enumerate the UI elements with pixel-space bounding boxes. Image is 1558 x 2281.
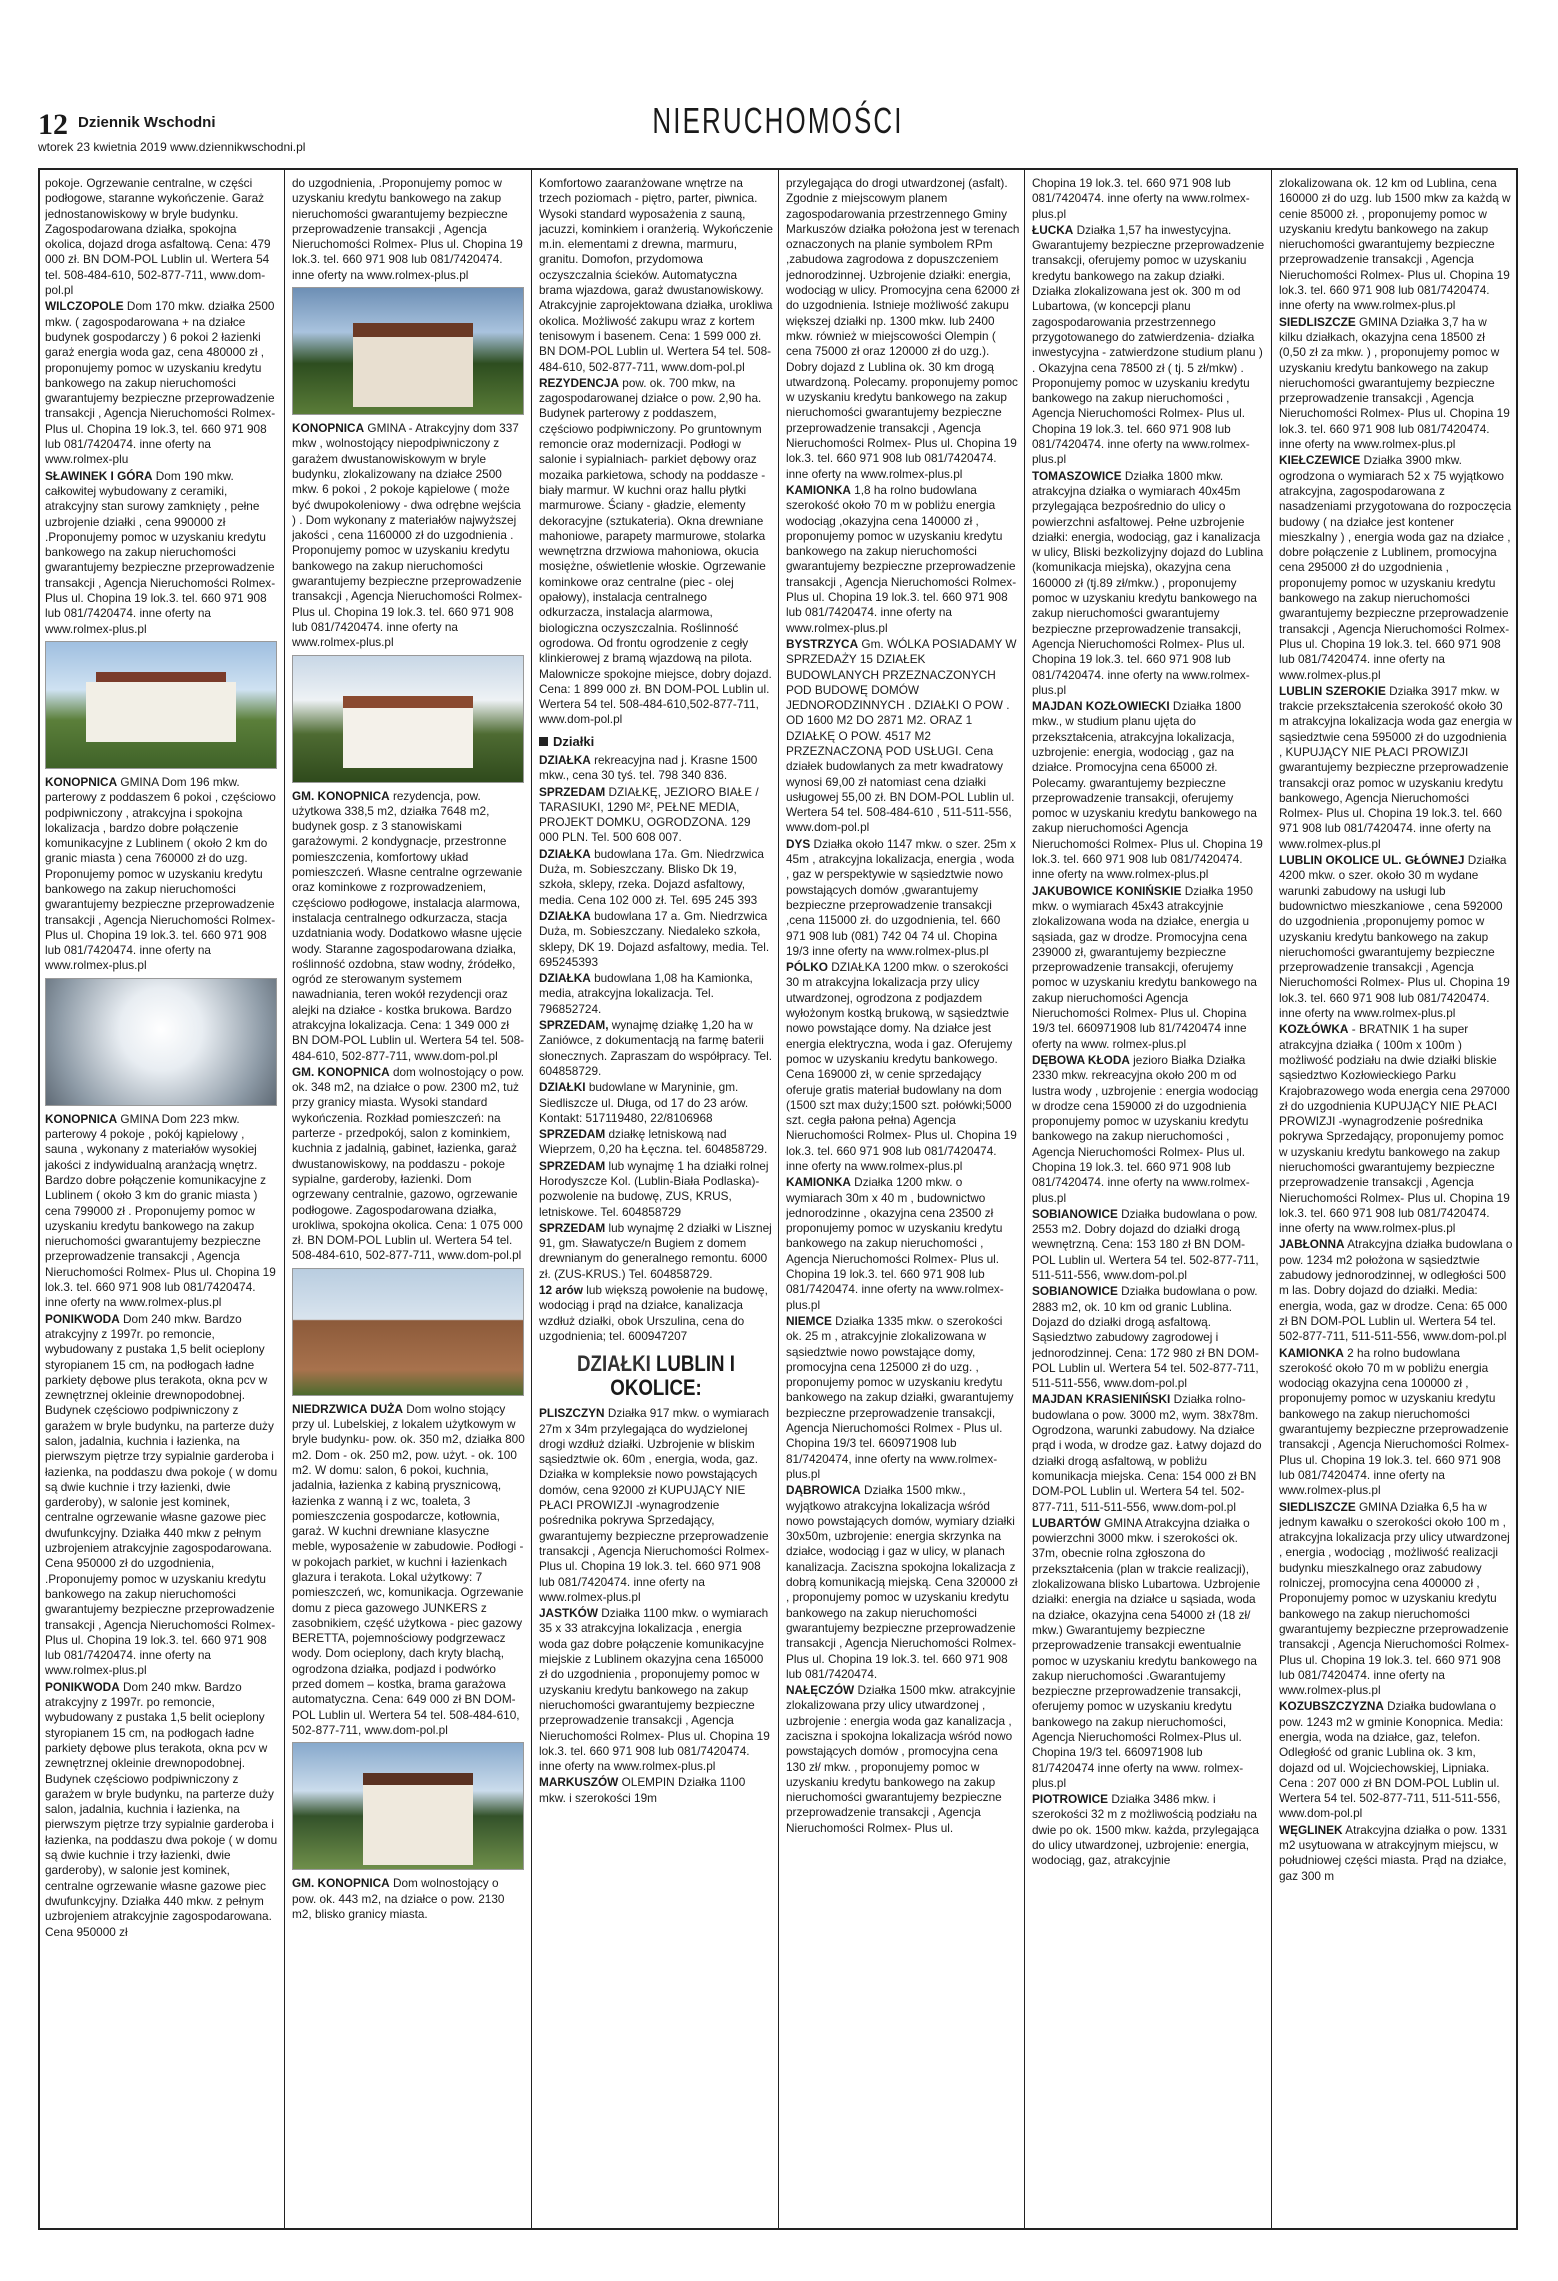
listing: przylegająca do drogi utwardzonej (asfalt). Zgodnie z miejscowym planem zagospodarowania przestrzennego Gminy Markuszów działka położona jest w terenach oznaczonych na planie symbolem RPm ,zabudowa zagrodowa z dopuszczeniem jednorodzinnej. Uzbrojenie działki: energia, wodociąg w ulicy. Promocyjna cena 62000 zł do uzgodnienia. Istnieje możliwość zakupu większej działki np. 1300 mkw. lub 2400 mkw. również w miejscowości Olempin ( cena 75000 zł oraz 120000 zł do uzg.). Dobry dojazd z Lublina ok. 30 km drogą utwardzoną. Polecamy. proponujemy pomoc w uzyskaniu kredytu bankowego na zakup nieruchomości gwarantujemy bezpieczne przeprowadzenie transakcji , Agencja Nieruchomości Rolmex- Plus ul. Chopina 19 lok.3. tel. 660 971 908 lub 081/7420474. inne oferty na www.rolmex-plus.pl [786,176,1020,481]
listing: zlokalizowana ok. 12 km od Lublina, cena 160000 zł do uzg. lub 1500 mkw za każdą w cenie 85000 zł. , proponujemy pomoc w uzyskaniu kredytu bankowego na zakup nieruchomości gwarantujemy bezpieczne przeprowadzenie transakcji , Agencja Nieruchomości Rolmex- Plus ul. Chopina 19 lok.3. tel. 660 971 908 lub 081/7420474. inne oferty na www.rolmex-plus.pl [1279,176,1511,313]
listing: JASTKÓW Działka 1100 mkw. o wymiarach 35 x 33 atrakcyjna lokalizacja , energia woda gaz dobre połączenie komunikacyjne miejskie z Lublinem okazyjna cena 165000 zł do uzgodnienia , proponujemy pomoc w uzyskaniu kredytu bankowego na zakup nieruchomości gwarantujemy bezpieczne przeprowadzenie transakcji , Agencja Nieruchomości Rolmex- Plus ul. Chopina 19 lok.3. tel. 660 971 908 lub 081/7420474. inne oferty na www.rolmex-plus.pl [539,1606,770,1774]
listing: BYSTRZYCA Gm. WÓLKA POSIADAMY W SPRZEDAŻY 15 DZIAŁEK BUDOWLANYCH PRZEZNACZONYCH POD BUDOWĘ DOMÓW JEDNORODZINNYCH . DZIAŁKI O POW . OD 1600 M2 DO 2871 M2. ORAZ 1 DZIAŁKĘ O POW. 4517 M2 PRZEZNACZONĄ POD USŁUGI. Cena działek budowlanych za metr kwadratowy wynosi 69,00 zł natomiast cena działki usługowej 55,00 zł. BN DOM-POL Lublin ul. Wertera 54 tel. 508-484-610 , 511-511-556, www.dom-pol.pl [786,636,1017,835]
listing: Komfortowo zaaranżowane wnętrze na trzech poziomach - piętro, parter, piwnica. Wysoki standard wyposażenia z sauną, jacuzzi, kominkiem i oranżerią. Wykończenie m.in. elementami z drewna, marmuru, granitu. Domofon, przydomowa oczyszczalnia ścieków. Automatyczna brama wjazdowa, garaż dwustanowiskowy. Atrakcyjnie zaprojektowana działka, urokliwa okolica. Możliwość zakupu wraz z kortem tenisowym i basenem. Cena: 1 599 000 zł. BN DOM-POL Lublin ul. Wertera 54 tel. 508-484-610, 502-877-711, www.dom-pol.pl [539,176,773,374]
house-photo [45,641,277,769]
column-6 [1279,176,1513,2222]
square-bullet-icon [539,737,548,746]
column-5 [1032,176,1266,2222]
listing: SPRZEDAM, wynajmę działkę 1,20 ha w Zaniówce, z dokumentacją na farmę baterii słonecznych. Zapraszam do współpracy. Tel. 604858729. [539,1018,772,1078]
listing: MAJDAN KRASIENIŃSKI Działka rolno-budowlana o pow. 3000 m2, wym. 38x78m. Ogrodzona, warunki zabudowy. Na działce prąd i woda, w drodze gaz. Łatwy dojazd do działki drogą asfaltową, w pobliżu komunikacja miejska. Cena: 154 000 zł BN DOM-POL Lublin ul. Wertera 54 tel. 502-877-711, 511-511-556, www.dom-pol.pl [1032,1392,1262,1514]
listing: PONIKWODA Dom 240 mkw. Bardzo atrakcyjny z 1997r. po remoncie, wybudowany z pustaka 1,5 belit ocieplony styropianem 15 cm, na podłogach ładne parkiety dębowe plus terakota, okna pcv w zewnętrznej okleinie drewnopodobnej. Budynek częściowo podpiwniczony z garażem w bryle budynku, na parterze duży salon, jadalnia, kuchnia i łazienka, na pierwszym piętrze trzy sypialnie garderoba i łazienka, na poddaszu dwa pokoje ( w domu są dwie kuchnie i trzy łazienki, dwie garderoby), w salonie jest kominek, centralne ogrzewanie własne gazowe piec dwufunkcyjny. Działka 440 mkw. z pełnym uzbrojeniem atrakcyjnie zagospodarowana. Cena 950000 zł [45,1679,278,1939]
listing: SIEDLISZCZE GMINA Działka 3,7 ha w kilku działkach, okazyjna cena 18500 zł (0,50 zł za mkw. ) , proponujemy pomoc w uzyskaniu kredytu bankowego na zakup nieruchomości gwarantujemy bezpieczne przeprowadzenie transakcji , Agencja Nieruchomości Rolmex- Plus ul. Chopina 19 lok.3. tel. 660 971 908 lub 081/7420474. inne oferty na www.rolmex-plus.pl [1279,314,1510,452]
house-photo [292,1268,524,1396]
listing: pokoje. Ogrzewanie centralne, w części podłogowe, staranne wykończenie. Garaż jednostanowiskowy w bryle budynku. Zagospodarowana działka, spokojna okolica, dojazd droga asfaltową. Cena: 479 000 zł. BN DOM-POL Lublin ul. Wertera 54 tel. 508-484-610, 502-877-711, www.dom-pol.pl [45,176,271,298]
listing: GM. KONOPNICA rezydencja, pow. użytkowa 338,5 m2, działka 7648 m2, budynek gosp. z 3 stanowiskami garażowymi. 2 kondygnacje, przestronne pomieszczenia, komfortowy układ pomieszczeń. Własne centralne ogrzewanie oraz kominkowe z rozprowadzeniem, częściowo podłogowe, instalacja alarmowa, instalacja centralnego odkurzacza, stacja uzdatniania wody. Dodatkowo własne ujęcie wody. Staranne zagospodarowana działka, roślinność ozdobna, staw wodny, źródełko, ogród ze sterowanym systemem nawadniania, teren wokół rezydencji oraz alejki na działce - kostka brukowa. Bardzo atrakcyjna lokalizacja. Cena: 1 349 000 zł BN DOM-POL Lublin ul. Wertera 54 tel. 508-484-610, 502-877-711, www.dom-pol.pl [292,788,525,1063]
column-3 [539,176,773,2222]
listing: KAMIONKA Działka 1200 mkw. o wymiarach 30m x 40 m , budownictwo jednorodzinne , okazyjna cena 23500 zł proponujemy pomoc w uzyskaniu kredytu bankowego na zakup nieruchomości , Agencja Nieruchomości Rolmex- Plus ul. Chopina 19 lok.3. tel. 660 971 908 lub 081/7420474. inne oferty na www.rolmex-plus.pl [786,1175,1004,1312]
column-divider [778,168,779,2230]
listing: NAŁĘCZÓW Działka 1500 mkw. atrakcyjnie zlokalizowana przy ulicy utwardzonej , uzbrojenie : energia woda gaz kanalizacja , zaciszna i spokojna lokalizacja wśród nowo powstających domów , promocyjna cena 130 zł/ mkw. , proponujemy pomoc w uzyskaniu kredytu bankowego na zakup nieruchomości gwarantujemy bezpieczne przeprowadzenie transakcji , Agencja Nieruchomości Rolmex- Plus ul. [786,1683,1016,1835]
listing: LUBLIN OKOLICE UL. GŁÓWNEJ Działka 4200 mkw. o szer. około 30 m wydane warunki zabudowy na usługi lub budownictwo mieszkaniowe , cena 592000 do uzgodnienia ,proponujemy pomoc w uzyskaniu kredytu bankowego na zakup nieruchomości gwarantujemy bezpieczne przeprowadzenie transakcji , Agencja Nieruchomości Rolmex- Plus ul. Chopina 19 lok.3. tel. 660 971 908 lub 081/7420474. inne oferty na www.rolmex-plus.pl [1279,853,1510,1021]
dateline: wtorek 23 kwietnia 2019 www.dziennikwschodni.pl [38,140,306,154]
listing: REZYDENCJA pow. ok. 700 mkw, na zagospodarowanej działce o pow. 2,90 ha. Budynek parterowy z poddaszem, częściowo podpiwniczony. Po gruntownym remoncie oraz modernizacji. Podłogi w salonie i sypialniach- parkiet dębowy oraz mozaika parkietowa, schody na poddasze - biały marmur. W kuchni oraz hallu płytki marmurowe. Ściany - gładzie, elementy dekoracyjne (sztukateria). Okna drewniane mahoniowe, parapety marmurowe, stolarka wewnętrzna drzwiowa mahoniowa, okucia mosiężne, oświetlenie włoskie. Ogrzewanie kominkowe oraz centralne (piec - olej opałowy), instalacja centralnego odkurzacza, instalacja alarmowa, biologiczna oczyszczalnia. Roślinność ogrodowa. Od frontu ogrodzenie z cegły klinkierowej z bramą wjazdową na pilota. Malownicze spokojne miejsce, dobry dojazd. Cena: 1 899 000 zł. BN DOM-POL Lublin ul. Wertera 54 tel. 508-484-610,502-877-711, www.dom-pol.pl [539,375,772,727]
listing: DZIAŁKA budowlana 1,08 ha Kamionka, media, atrakcyjna lokalizacja. Tel. 796852724. [539,971,753,1016]
listing: WILCZOPOLE Dom 170 mkw. działka 2500 mkw. ( zagospodarowana + na działce budynek gospodarczy ) 6 pokoi 2 łazienki garaż energia woda gaz, cena 480000 zł , proponujemy pomoc w uzyskaniu kredytu bankowego na zakup nieruchomości gwarantujemy bezpieczne przeprowadzenie transakcji , Agencja Nieruchomości Rolmex- Plus ul. Chopina 19 lok.3, tel. 660 971 908 lub 081/7420474. inne oferty na www.rolmex-plu [45,299,276,467]
listing: MAJDAN KOZŁOWIECKI Działka 1800 mkw., w studium planu ujęta do przekształcenia, atrakcyjna lokalizacja, uzbrojenie: energia, wodociąg , gaz na działce. Promocyjna cena 65000 zł. Polecamy. gwarantujemy bezpieczne przeprowadzenie transakcji, oferujemy pomoc w uzyskaniu kredytu bankowego na zakup nieruchomości Agencja Nieruchomości Rolmex- Plus ul. Chopina 19 lok.3. tel. 660 971 908 lub 081/7420474. inne oferty na www.rolmex-plus.pl [1032,699,1263,882]
listing: DĄBROWICA Działka 1500 mkw., wyjątkowo atrakcyjna lokalizacja wśród nowo powstających domów, wymiary działki 30x50m, uzbrojenie: energia skrzynka na działce, wodociąg i gaz w ulicy, w planach kanalizacja. Zaciszna spokojna lokalizacja z dobrą komunikacją miejską. Cena 320000 zł , proponujemy pomoc w uzyskaniu kredytu bankowego na zakup nieruchomości gwarantujemy bezpieczne przeprowadzenie transakcji , Agencja Nieruchomości Rolmex- Plus ul. Chopina 19 lok.3. tel. 660 971 908 lub 081/7420474. [786,1483,1018,1681]
newspaper-brand: Dziennik Wschodni [78,114,216,131]
listing: LUBLIN SZEROKIE Działka 3917 mkw. w trakcie przekształcenia szerokość około 30 m atrakcyjna lokalizacja woda gaz energia w sąsiedztwie cena 595000 zł do uzgodnienia , KUPUJĄCY NIE PŁACI PROWIZJI gwarantujemy bezpieczne przeprowadzenie transakcji oraz pomoc w uzyskaniu kredytu bankowego, Agencja Nieruchomości Rolmex- Plus ul. Chopina 19 lok.3. tel. 660 971 908 lub 081/7420474. inne oferty na www.rolmex-plus.pl [1279,683,1512,851]
column-4 [786,176,1020,2222]
listing: KAMIONKA 2 ha rolno budowlana szerokość około 70 m w pobliżu energia wodociąg okazyjna cena 100000 zł , proponujemy pomoc w uzyskaniu kredytu bankowego na zakup nieruchomości gwarantujemy bezpieczne przeprowadzenie transakcji , Agencja Nieruchomości Rolmex- Plus ul. Chopina 19 lok.3. tel. 660 971 908 lub 081/7420474. inne oferty na www.rolmex-plus.pl [1279,1345,1510,1498]
listing: DZIAŁKA rekreacyjna nad j. Krasne 1500 mkw., cena 30 tyś. tel. 798 340 836. [539,752,758,783]
listing: KIEŁCZEWICE Działka 3900 mkw. ogrodzona o wymiarach 52 x 75 wyjątkowo atrakcyjna, zagospodarowana z nasadzeniami przygotowana do rozpoczęcia budowy ( na działce jest kontener mieszkalny ) , energia woda gaz na działce , dobre połączenie z Lublinem, promocyjna cena 295000 zł do uzgodnienia , proponujemy pomoc w uzyskaniu kredytu bankowego na zakup nieruchomości gwarantujemy bezpieczne przeprowadzenie transakcji , Agencja Nieruchomości Rolmex- Plus ul. Chopina 19 lok.3. tel. 660 971 908 lub 081/7420474. inne oferty na www.rolmex-plus.pl [1279,453,1512,682]
listing: PONIKWODA Dom 240 mkw. Bardzo atrakcyjny z 1997r. po remoncie, wybudowany z pustaka 1,5 belit ocieplony styropianem 15 cm, na podłogach ładne parkiety dębowe plus terakota, okna pcv w zewnętrznej okleinie drewnopodobnej. Budynek częściowo podpiwniczony z garażem w bryle budynku, na parterze duży salon, jadalnia, kuchnia i łazienka, na pierwszym piętrze trzy sypialnie garderoba i łazienka, na poddaszu dwa pokoje ( w domu są dwie kuchnie i trzy łazienki, dwie garderoby), w salonie jest kominek, centralne ogrzewanie własne gazowe piec dwufunkcyjny. Działka 440 mkw z pełnym uzbrojeniem atrakcyjnie zagospodarowana. Cena 950000 zł do uzgodnienia, .Proponujemy pomoc w uzyskaniu kredytu bankowego na zakup nieruchomości gwarantujemy bezpieczne przeprowadzenie transakcji , Agencja Nieruchomości Rolmex- Plus ul. Chopina 19 lok.3. tel. 660 971 908 lub 081/7420474. inne oferty na www.rolmex-plus.pl [45,1311,278,1678]
listing: DYS Działka około 1147 mkw. o szer. 25m x 45m , atrakcyjna lokalizacja, energia , woda , gaz w perspektywie w sąsiedztwie nowo powstających domów ,gwarantujemy bezpieczne przeprowadzenie transakcji ,cena 115000 zł. do uzgodnienia, tel. 660 971 908 lub (081) 742 04 74 ul. Chopina 19/3 inne oferty na www.rolmex-plus.pl [786,836,1016,958]
listing: SŁAWINEK I GÓRA Dom 190 mkw. całkowitej wybudowany z ceramiki, atrakcyjny stan surowy zamknięty , pełne uzbrojenie działki , cena 990000 zł .Proponujemy pomoc w uzyskaniu kredytu bankowego na zakup nieruchomości gwarantujemy bezpieczne przeprowadzenie transakcji , Agencja Nieruchomości Rolmex- Plus ul. Chopina 19 lok.3. tel. 660 971 908 lub 081/7420474. inne oferty na www.rolmex-plus.pl [45,468,276,636]
listing: KONOPNICA GMINA - Atrakcyjny dom 337 mkw , wolnostojący niepodpiwniczony z garażem dwustanowiskowym w bryle budynku, zlokalizowany na działce 2500 mkw. 6 pokoi , 2 pokoje kąpielowe ( może być dwupokoleniowy - dwa odrębne wejścia ) . Dom wykonany z materiałów najwyższej jakości , cena 1160000 zł do uzgodnienia . Proponujemy pomoc w uzyskaniu kredytu bankowego na zakup nieruchomości gwarantujemy bezpieczne przeprowadzenie transakcji , Agencja Nieruchomości Rolmex- Plus ul. Chopina 19 lok.3. tel. 660 971 908 lub 081/7420474. inne oferty na www.rolmex-plus.pl [292,421,523,650]
listing: KONOPNICA GMINA Dom 196 mkw. parterowy z poddaszem 6 pokoi , częściowo podpiwniczony , atrakcyjna i spokojna lokalizacja , bardzo dobre połączenie komunikacyjne z Lublinem ( około 2 km do granic miasta ) cena 760000 zł do uzg. Proponujemy pomoc w uzyskaniu kredytu bankowego na zakup nieruchomości gwarantujemy bezpieczne przeprowadzenie transakcji , Agencja Nieruchomości Rolmex- Plus ul. Chopina 19 lok.3. tel. 660 971 908 lub 081/7420474. inne oferty na www.rolmex-plus.pl [45,774,276,973]
section-heading: DZIAŁKI LUBLIN I OKOLICE: [577,1351,735,1401]
listing: SPRZEDAM lub wynajmę 2 działki w Lisznej 91, gm. Sławatycze/n Bugiem z domem drewnianym do generalnego remontu. 6000 zł. (ZUS-KRUS.) Tel. 604858729. [539,1220,772,1281]
section-title: NIERUCHOMOŚCI [652,100,904,141]
page-header [38,100,1518,154]
column-divider [1271,168,1272,2230]
listing: KOZUBSZCZYZNA Działka budowlana o pow. 1243 m2 w gminie Konopnica. Media: energia, woda na działce, gaz, telefon. Odległość od granic Lublina ok. 3 km, dojazd od ul. Wojciechowskiej, Lipniaka. Cena : 207 000 zł BN DOM-POL Lublin ul. Wertera 54 tel. 502-877-711, 511-511-556, www.dom-pol.pl [1279,1699,1504,1821]
listing: 12 arów lub większą powołenie na budowę, wodociąg i prąd na działce, kanalizacja wzdłuż działki, obok Urszulina, cena do uzgodnienia; tel. 600947207 [539,1283,768,1343]
listing: GM. KONOPNICA dom wolnostojący o pow. ok. 348 m2, na działce o pow. 2300 m2, tuż przy granicy miasta. Wysoki standard wykończenia. Rozkład pomieszczeń: na parterze - przedpokój, salon z kominkiem, kuchnia z jadalnią, gabinet, łazienka, garaż dwustanowiskowy, na poddaszu - pokoje sypialne, garderoby, łazienki. Dom ogrzewany centralnie, gazowo, ogrzewanie podłogowe. Zagospodarowana działka, urokliwa, spokojna okolica. Cena: 1 075 000 zł. BN DOM-POL Lublin ul. Wertera 54 tel. 508-484-610, 502-877-711, www.dom-pol.pl [292,1064,525,1263]
listing: MARKUSZÓW OLEMPIN Działka 1100 mkw. i szerokości 19m [539,1775,746,1805]
listing: PLISZCZYN Działka 917 mkw. o wymiarach 27m x 34m przylegająca do wydzielonej drogi wzdłuż działki. Uzbrojenie w bliskim sąsiedztwie ok. 60m , energia, woda, gaz. Działka w kompleksie nowo powstających domów, cena 92000 zł KUPUJĄCY NIE PŁACI PROWIZJI -wynagrodzenie pośrednika pokrywa Sprzedający, gwarantujemy bezpieczne przeprowadzenie transakcji , Agencja Nieruchomości Rolmex- Plus ul. Chopina 19 lok.3. tel. 660 971 908 lub 081/7420474. inne oferty na www.rolmex-plus.pl [539,1406,770,1604]
house-photo [292,1742,524,1870]
listing: PIOTROWICE Działka 3486 mkw. i szerokości 32 m z możliwością podziału na dwie po ok. 1500 mkw. każda, przylegająca do ulicy utwardzonej, uzbrojenie: energia, wodociąg, gaz, atrakcyjnie [1032,1792,1259,1868]
house-photo [292,655,524,783]
house-photo [292,287,524,415]
column-divider [531,168,532,2230]
listing: DZIAŁKI budowlane w Maryninie, gm. Siedliszcze ul. Długa, od 17 do 23 arów. Kontakt: 517119480, 22/8106968 [539,1080,749,1125]
listing: LUBARTÓW GMINA Atrakcyjna działka o powierzchni 3000 mkw. i szerokości ok. 37m, obecnie rolna zgłoszona do przekształcenia (plan w trakcie realizacji), zlokalizowana blisko Lubartowa. Uzbrojenie działki: energia na działce u sąsiada, woda na działce, okazyjna cena 54000 zł (18 zł/ mkw.) Gwarantujemy bezpieczne przeprowadzenie transakcji ewentualnie pomoc w uzyskaniu kredytu bankowego na zakup nieruchomości .Gwarantujemy bezpieczne przeprowadzenie transakcji, oferujemy pomoc w uzyskaniu kredytu bankowego na zakup nieruchomości, Agencja Nieruchomości Rolmex-Plus ul. Chopina 19/3 tel. 660971908 lub 81/7420474 inne oferty na www. rolmex-plus.pl [1032,1515,1261,1790]
listing: SPRZEDAM lub wynajmę 1 ha działki rolnej Horodyszcze Kol. (Lublin-Biała Podlaska)-pozwolenie na budowę, ZUS, KRUS, letniskowe. Tel. 604858729 [539,1158,769,1219]
listing: ŁUCKA Działka 1,57 ha inwestycyjna. Gwarantujemy bezpieczne przeprowadzenie transakcji, oferujemy pomoc w uzyskaniu kredytu bankowego na zakup działki. Działka zlokalizowana jest ok. 300 m od Lubartowa, (w koncepcji planu zagospodarowania przestrzennego przygotowanego do zatwierdzenia- działka inwestycyjna - zatwierdzone studium planu ) . Okazyjna cena 78500 zł ( tj. 5 zł/mkw) . Proponujemy pomoc w uzyskaniu kredytu bankowego na zakup nieruchomości , Agencja Nieruchomości Rolmex- Plus ul. Chopina 19 lok.3. tel. 660 971 908 lub 081/7420474. inne oferty na www.rolmex-plus.pl [1032,222,1265,467]
listing: PÓLKO DZIAŁKA 1200 mkw. o szerokości 30 m atrakcyjna lokalizacja przy ulicy utwardzonej, ogrodzona z podjazdem wyłożonym kostką brukową, w sąsiedztwie nowo powstające domy. Na działce jest energia elektryczna, woda i gaz. Oferujemy pomoc w uzyskaniu kredytu bankowego. Cena 169000 zł, w cenie sprzedający oferuje gratis materiał budowlany na dom (1500 szt max duży;1500 szt. połówki;5000 szt. cegła pałona pełna) Agencja Nieruchomości Rolmex- Plus ul. Chopina 19 lok.3. tel. 660 971 908 lub 081/7420474. inne oferty na www.rolmex-plus.pl [786,960,1017,1173]
listing: SPRZEDAM DZIAŁKĘ, JEZIORO BIAŁE / TARASIUKI, 1290 M², PEŁNE MEDIA, PROJEKT DOMKU, OGRODZONA. 129 000 PLN. Tel. 500 608 007. [539,784,759,845]
listing: DĘBOWA KŁODA jezioro Białka Działka 2330 mkw. rekreacyjna około 200 m od lustra wody , uzbrojenie : energia wodociąg w drodze cena 159000 zł do uzgodnienia proponujemy pomoc w uzyskaniu kredytu bankowego na zakup nieruchomości , Agencja Nieruchomości Rolmex- Plus ul. Chopina 19 lok.3. tel. 660 971 908 lub 081/7420474. inne oferty na www.rolmex-plus.pl [1032,1052,1259,1205]
listing: JAKUBOWICE KONIŃSKIE Działka 1950 mkw. o wymiarach 45x43 atrakcyjnie zlokalizowana woda na działce, energia u sąsiada, gaz w drodze. Promocyjna cena 239000 zł, gwarantujemy bezpieczne przeprowadzenie transakcji, oferujemy pomoc w uzyskaniu kredytu bankowego na zakup nieruchomości Agencja Nieruchomości Rolmex- Plus ul. Chopina 19/3 tel. 660971908 lub 81/7420474 inne oferty na www. rolmex-plus.pl [1032,883,1257,1051]
listing: DZIAŁKA budowlana 17a. Gm. Niedrzwica Duża, m. Sobieszczany. Blisko Dk 19, szkoła, sklepy, rzeka. Dojazd asfaltowy, media. Cena 102 000 zł. Tel. 695 245 393 [539,846,764,907]
interior-photo [45,978,277,1106]
page-number: 12 [38,108,68,141]
listing: GM. KONOPNICA Dom wolnostojący o pow. ok. 443 m2, na działce o pow. 2130 m2, blisko granicy miasta. [292,1876,505,1921]
column-1 [45,176,279,2222]
listing: WĘGLINEK Atrakcyjna działka o pow. 1331 m2 usytuowana w atrakcyjnym miejscu, w południowej części miasta. Prąd na działce, gaz 300 m [1279,1822,1508,1883]
listing: SOBIANOWICE Działka budowlana o pow. 2883 m2, ok. 10 km od granic Lublina. Dojazd do działki drogą asfaltową. Sąsiedztwo zabudowy zagrodowej i jednorodzinnej. Cena: 172 980 zł BN DOM-POL Lublin ul. Wertera 54 tel. 502-877-711, 511-511-556, www.dom-pol.pl [1032,1284,1259,1391]
column-divider [1024,168,1025,2230]
listing: SOBIANOWICE Działka budowlana o pow. 2553 m2. Dobry dojazd do działki drogą wewnętrzną. Cena: 153 180 zł BN DOM-POL Lublin ul. Wertera 54 tel. 502-877-711, 511-511-556, www.dom-pol.pl [1032,1206,1259,1283]
column-2 [292,176,526,2222]
listing: do uzgodnienia, .Proponujemy pomoc w uzyskaniu kredytu bankowego na zakup nieruchomości gwarantujemy bezpieczne przeprowadzenie transakcji , Agencja Nieruchomości Rolmex- Plus ul. Chopina 19 lok.3. tel. 660 971 908 lub 081/7420474. inne oferty na www.rolmex-plus.pl [292,176,523,282]
category-heading: Działki [539,734,773,749]
listing: TOMASZOWICE Działka 1800 mkw. atrakcyjna działka o wymiarach 40x45m przylegająca bezpośrednio do ulicy o powierzchni asfaltowej. Pełne uzbrojenie działki: energia, wodociąg, gaz i kanalizacja w ulicy, Bliski bezkolizyjny dojazd do Lublina (komunikacja miejska), okazyjna cena 160000 zł (tj.89 zł/mkw.) , proponujemy pomoc w uzyskaniu kredytu bankowego na zakup nieruchomości gwarantujemy bezpieczne przeprowadzenie transakcji, Agencja Nieruchomości Rolmex- Plus ul. Chopina 19 lok.3. tel. 660 971 908 lub 081/7420474. inne oferty na www.rolmex-plus.pl [1032,468,1264,697]
listing: JABŁONNA Atrakcyjna działka budowlana o pow. 1234 m2 położona w sąsiedztwie zabudowy jednorodzinnej, w odległości 500 m las. Dobry dojazd do działki. Media: energia, woda, gaz w drodze. Cena: 65 000 zł BN DOM-POL Lublin ul. Wertera 54 tel. 502-877-711, 511-511-556, www.dom-pol.pl [1279,1237,1513,1344]
listing: KONOPNICA GMINA Dom 223 mkw. parterowy 4 pokoje , pokój kąpielowy , sauna , wykonany z materiałów wysokiej jakości z indywidualną aranżacją wnętrz. Bardzo dobre połączenie komunikacyjne z Lublinem ( około 3 km do granic miasta ) cena 799000 zł . Proponujemy pomoc w uzyskaniu kredytu bankowego na zakup nieruchomości gwarantujemy bezpieczne przeprowadzenie transakcji , Agencja Nieruchomości Rolmex- Plus ul. Chopina 19 lok.3. tel. 660 971 908 lub 081/7420474. inne oferty na www.rolmex-plus.pl [45,1111,276,1310]
listing: KOZŁÓWKA - BRATNIK 1 ha super atrakcyjna działka ( 100m x 100m ) możliwość podziału na dwie działki bliskie sąsiedztwo Kozłowieckiego Parku Krajobrazowego woda energia cena 297000 zł do uzgodnienia KUPUJĄCY NIE PŁACI PROWIZJI -wynagrodzenie pośrednika pokrywa Sprzedający, proponujemy pomoc w uzyskaniu kredytu bankowego na zakup nieruchomości gwarantujemy bezpieczne przeprowadzenie transakcji , Agencja Nieruchomości Rolmex- Plus ul. Chopina 19 lok.3. tel. 660 971 908 lub 081/7420474. inne oferty na www.rolmex-plus.pl [1279,1022,1510,1236]
listing: SPRZEDAM działkę letniskową nad Wieprzem, 0,20 ha Łęczna. tel. 604858729. [539,1127,768,1157]
listing: NIEMCE Działka 1335 mkw. o szerokości ok. 25 m , atrakcyjnie zlokalizowana w sąsiedztwie nowo powstające domy, promocyjna cena 125000 zł do uzg. , proponujemy pomoc w uzyskaniu kredytu bankowego na zakup działki, gwarantujemy bezpieczne przeprowadzenie transakcji, Agencja Nieruchomości Rolmex - Plus ul. Chopina 19/3 tel. 660971908 lub 81/7420474, inne oferty na www.rolmex-plus.pl [786,1313,1014,1481]
column-divider [284,168,285,2230]
listing: Chopina 19 lok.3. tel. 660 971 908 lub 081/7420474. inne oferty na www.rolmex-plus.pl [1032,176,1250,221]
listing: DZIAŁKA budowlana 17 a. Gm. Niedrzwica Duża, m. Sobieszczany. Niedaleko szkoła, sklepy, DK 19. Dojazd asfaltowy, media. Tel. 695245393 [539,908,770,969]
listing: KAMIONKA 1,8 ha rolno budowlana szerokość około 70 m w pobliżu energia wodociąg ,okazyjna cena 140000 zł , proponujemy pomoc w uzyskaniu kredytu bankowego na zakup nieruchomości gwarantujemy bezpieczne przeprowadzenie transakcji , Agencja Nieruchomości Rolmex- Plus ul. Chopina 19 lok.3. tel. 660 971 908 lub 081/7420474. inne oferty na www.rolmex-plus.pl [786,482,1017,635]
listing: NIEDRZWICA DUŻA Dom wolno stojący przy ul. Lubelskiej, z lokalem użytkowym w bryle budynku- pow. ok. 350 m2, działka 800 m2. Dom - ok. 250 m2, pow. użyt. - ok. 100 m2. W domu: salon, 6 pokoi, kuchnia, jadalnia, łazienka z kabiną prysznicową, łazienka z wanną i z wc, toaleta, 3 pomieszczenia gospodarcze, kotłownia, garaż. W kuchni drewniane klasyczne meble, wyposażenie w zabudowie. Podłogi - w pokojach parkiet, w kuchni i łazienkach glazura i terakota. Lokal użytkowy: 7 pomieszczeń, wc, komunikacja. Ogrzewanie domu z pieca gazowego JUNKERS z zasobnikiem, część użytkowa - piec gazowy BERETTA, pojemnościowy podgrzewacz wody. Dom ocieplony, dach kryty blachą, ogrodzona działka, podjazd i podwórko przed domem – kostka, brama garażowa automatyczna. Cena: 649 000 zł BN DOM-POL Lublin ul. Wertera 54 tel. 508-484-610, 502-877-711, www.dom-pol.pl [292,1401,525,1737]
listing: SIEDLISZCZE GMINA Działka 6,5 ha w jednym kawałku o szerokości około 100 m , atrakcyjna lokalizacja przy ulicy utwardzonej , energia , wodociąg , możliwość realizacji budynku mieszkalnego oraz zabudowy rolniczej, promocyjna cena 400000 zł , Proponujemy pomoc w uzyskaniu kredytu bankowego na zakup nieruchomości gwarantujemy bezpieczne przeprowadzenie transakcji , Agencja Nieruchomości Rolmex- Plus ul. Chopina 19 lok.3. tel. 660 971 908 lub 081/7420474. inne oferty na www.rolmex-plus.pl [1279,1499,1510,1698]
